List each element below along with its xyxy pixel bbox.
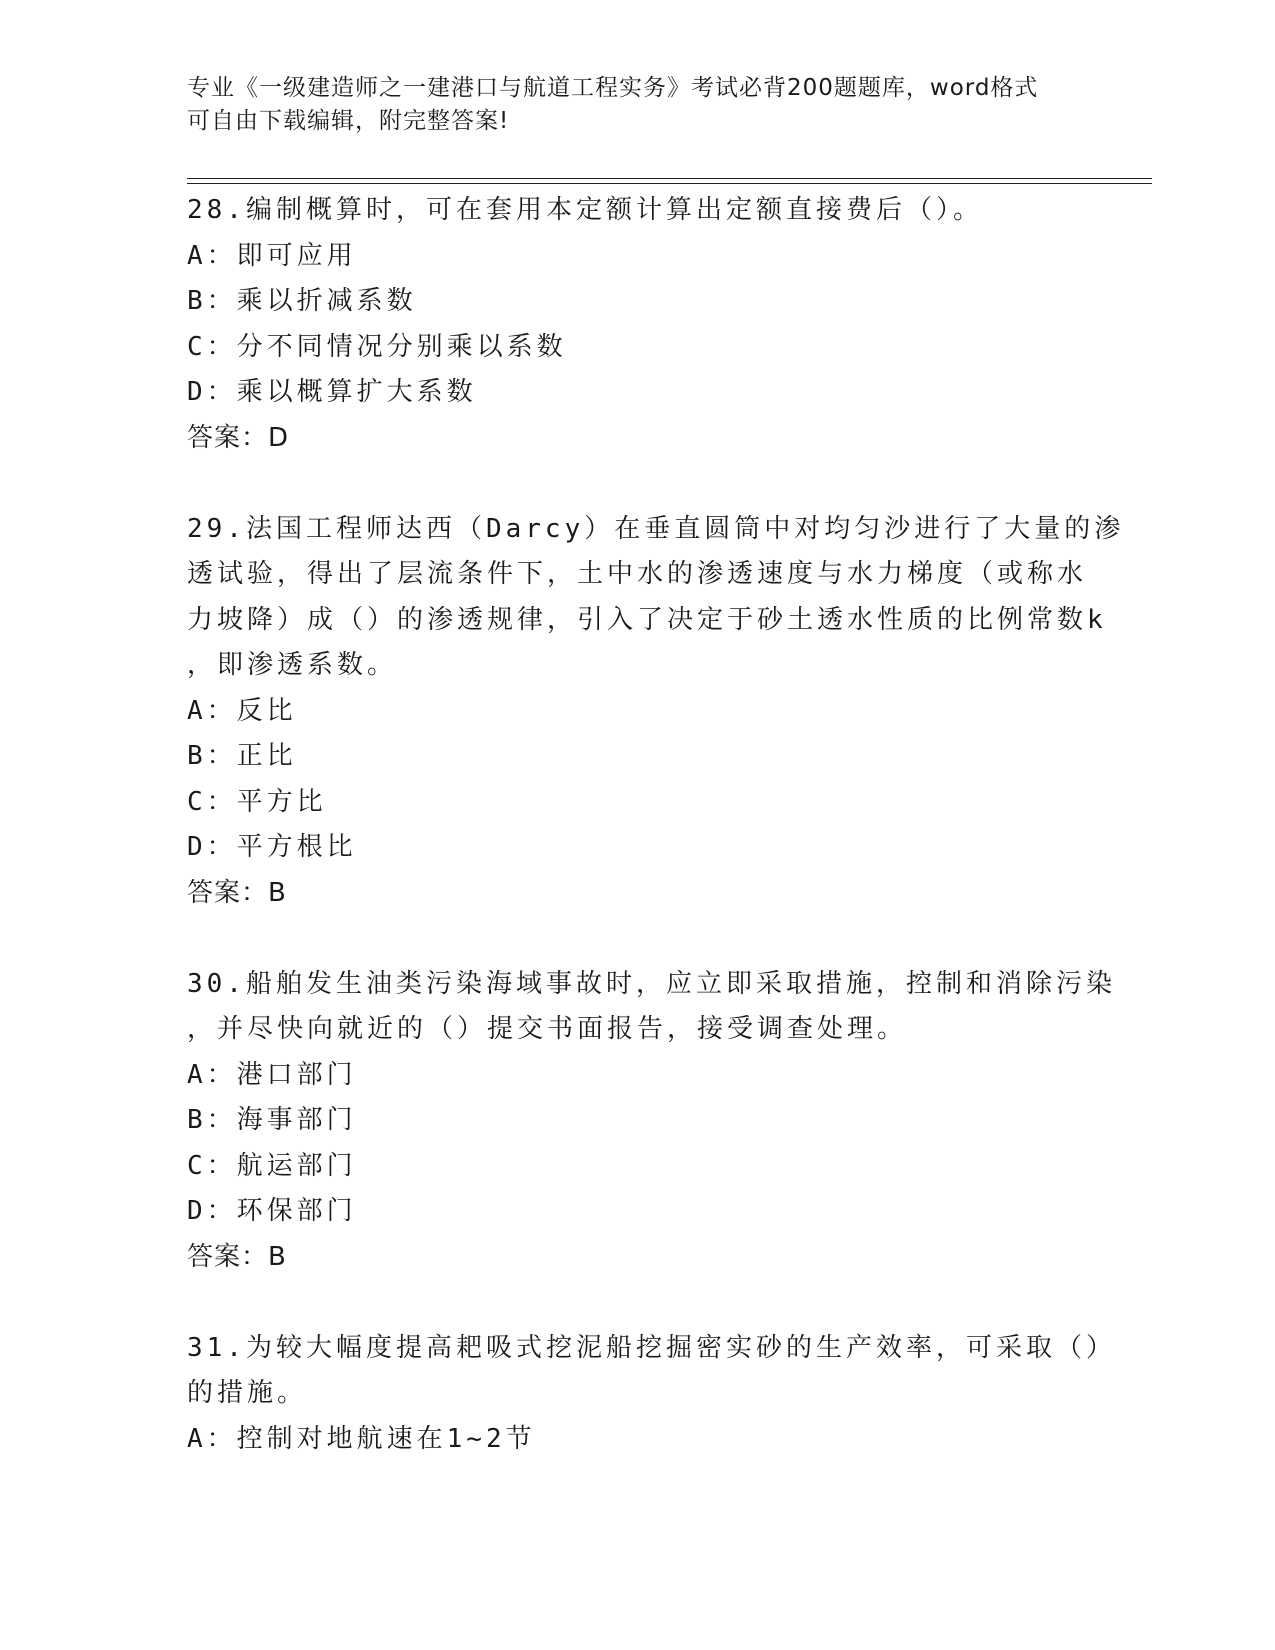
- option-d: D：平方根比: [187, 832, 357, 862]
- question-31: [187, 1326, 1116, 1463]
- option-c: C：平方比: [187, 786, 327, 817]
- option-d: D：环保部门: [187, 1196, 357, 1226]
- option-b: B：正比: [187, 741, 297, 771]
- option-b: B：乘以折减系数: [187, 286, 417, 316]
- question-text: ，即渗透系数。: [187, 650, 398, 680]
- question-text: 28.编制概算时，可在套用本定额计算出定额直接费后（）。: [187, 195, 983, 225]
- question-spacer: [187, 1280, 1107, 1326]
- header-title-line-1: 专业《一级建造师之一建港口与航道工程实务》考试必背200题题库，word格式: [187, 75, 1039, 101]
- question-list: [187, 188, 1125, 1462]
- header-divider-top: [187, 178, 1152, 179]
- header-title-line-2: 可自由下载编辑，附完整答案!: [187, 108, 510, 134]
- question-text: 31.为较大幅度提高耙吸式挖泥船挖掘密实砂的生产效率，可采取（）: [187, 1332, 1116, 1363]
- option-c: C：分不同情况分别乘以系数: [187, 331, 567, 362]
- option-c: C：航运部门: [187, 1150, 357, 1181]
- option-d: D：乘以概算扩大系数: [187, 377, 477, 407]
- question-spacer: [187, 916, 1107, 962]
- question-text: 30.船舶发生油类污染海域事故时，应立即采取措施，控制和消除污染: [187, 968, 1116, 999]
- option-a: A：即可应用: [187, 240, 357, 271]
- question-text: 透试验，得出了层流条件下，土中水的渗透速度与水力梯度（或称水: [187, 559, 1088, 589]
- question-30: [187, 962, 1116, 1281]
- answer-text: 答案：B: [187, 1241, 287, 1272]
- answer-text: 答案：D: [187, 422, 290, 453]
- option-a: A：港口部门: [187, 1059, 357, 1090]
- header-divider-bottom: [187, 183, 1152, 184]
- question-text: 的措施。: [187, 1378, 308, 1408]
- question-text: 29.法国工程师达西（Darcy）在垂直圆筒中对均匀沙进行了大量的渗: [187, 513, 1125, 544]
- option-b: B：海事部门: [187, 1105, 357, 1135]
- document-header: [187, 72, 1087, 138]
- question-29: [187, 507, 1125, 917]
- question-spacer: [187, 461, 1107, 507]
- question-text: ，并尽快向就近的（）提交书面报告，接受调查处理。: [187, 1014, 908, 1044]
- question-28: [187, 188, 1107, 461]
- option-a: A：控制对地航速在1~2节: [187, 1423, 536, 1454]
- question-text: 力坡降）成（）的渗透规律，引入了决定于砂土透水性质的比例常数k: [187, 604, 1107, 635]
- option-a: A：反比: [187, 695, 297, 726]
- answer-text: 答案：B: [187, 877, 287, 908]
